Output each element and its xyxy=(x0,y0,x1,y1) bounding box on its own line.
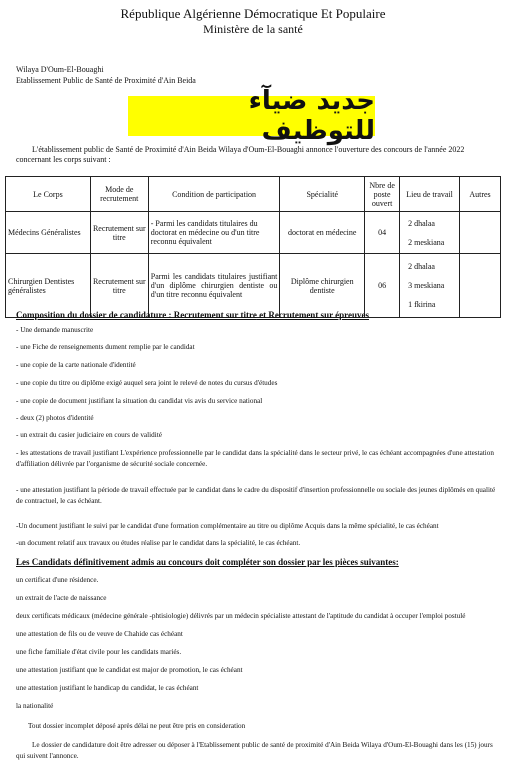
list-item: un extrait de l'acte de naissance xyxy=(16,594,107,602)
cell-postes: 04 xyxy=(365,212,400,254)
table-row xyxy=(6,254,501,318)
list-item: - une copie de la carte nationale d'identité xyxy=(16,361,136,369)
composition-title xyxy=(16,310,369,320)
etablissement-label: Etablissement Public de Santé de Proximité d'Ain Beida xyxy=(16,76,196,85)
cell-condition: - Parmi les candidats titulaires du doctorat en médecine ou d'un titre reconnu équivalent xyxy=(148,212,280,254)
list-item: - les attestations de travail justifiant L'expérience professionnelle par le candidat dans la spécialité dans le secteur privé, le cas échéant accompagnées d'une attestation d'affiliation délivrée par l'organisme de sécurité sociale concernée. xyxy=(16,449,494,468)
list-item: un certificat d'une résidence. xyxy=(16,576,99,584)
cell-mode: Recrutement sur titre xyxy=(90,212,148,254)
cell-corps: Médecins Généralistes xyxy=(6,212,91,254)
wilaya-label: Wilaya D'Oum-El-Bouaghi xyxy=(16,65,104,74)
list-item: une fiche familiale d'état civile pour les candidats mariés. xyxy=(16,648,182,656)
header-specialite: Spécialité xyxy=(280,177,365,212)
list-item: - une copie du titre ou diplôme exigé auquel sera joint le relevé de notes du cursus d'études xyxy=(16,379,278,387)
ministry-title: Ministère de la santé xyxy=(203,22,303,36)
list-item: deux certificats médicaux (médecine générale -phtisiologie) délivrés par un médecin spécialiste attestant de l'aptitude du candidat à occuper l'emploi postulé xyxy=(16,612,466,620)
header-mode: Mode de recrutement xyxy=(90,177,148,212)
list-item: - un extrait du casier judiciaire en cours de validité xyxy=(16,431,162,439)
cell-lieu xyxy=(400,212,460,254)
lieu-item: 2 dhalaa xyxy=(408,218,435,228)
list-item: la nationalité xyxy=(16,702,54,710)
table-header-row xyxy=(6,177,501,212)
header-postes: Nbre de poste ouvert xyxy=(365,177,400,212)
cell-corps: Chirurgien Dentistes généralistes xyxy=(6,254,91,318)
cell-mode: Recrutement sur titre xyxy=(90,254,148,318)
header-condition: Condition de participation xyxy=(148,177,280,212)
list-item: - deux (2) photos d'identité xyxy=(16,414,94,422)
list-item: - une copie de document justifiant la situation du candidat vis avis du service national xyxy=(16,397,263,405)
composition-title-part1: Composition du dossier de candidature : Recrutement sur titre xyxy=(16,310,257,320)
cell-autres xyxy=(460,254,501,318)
admis-title: Les Candidats définitivement admis au concours doit compléter son dossier par les pièces suivantes: xyxy=(16,557,399,567)
list-item: une attestation de fils ou de veuve de Chahide cas échéant xyxy=(16,630,183,638)
cell-autres xyxy=(460,212,501,254)
cell-specialite: Diplôme chirurgien dentiste xyxy=(280,254,365,318)
header-autres: Autres xyxy=(460,177,501,212)
incomplete-note: Tout dossier incomplet déposé après délai ne peut être pris en consideration xyxy=(28,722,246,730)
lieu-item: 1 fkirina xyxy=(408,300,436,309)
intro-paragraph: L'établissement public de Santé de Proximité d'Ain Beida Wilaya d'Oum-El-Bouaghi annonce l'ouverture des concours de l'année 2022 concernant les corps suivant : xyxy=(16,145,465,164)
list-item: une attestation justifiant que le candidat est major de promotion, le cas échéant xyxy=(16,666,243,674)
list-item: -un document relatif aux travaux ou études réalise par le candidat dans la spécialité, le cas échéant. xyxy=(16,539,301,547)
lieu-item: 2 dhalaa xyxy=(408,262,435,271)
composition-title-part2: et Recrutement sur épreuves xyxy=(256,310,369,320)
list-item: - une Fiche de renseignements dument remplie par le candidat xyxy=(16,343,195,351)
cell-condition: Parmi les candidats titulaires justifiant d'un diplôme chirurgien dentiste ou d'un titre reconnu équivalent xyxy=(148,254,280,318)
cell-specialite: doctorat en médecine xyxy=(280,212,365,254)
list-item: - Une demande manuscrite xyxy=(16,326,94,334)
deposit-note: Le dossier de candidature doit être adresser ou déposer à l'Etablissement public de santé de proximité d'Ain Beida Wilaya d'Oum-El-Bouaghi dans les (15) jours qui suivent l'annonce. xyxy=(16,741,493,760)
header-corps: Le Corps xyxy=(6,177,91,212)
lieu-item: 3 meskiana xyxy=(408,281,445,290)
list-item: -Un document justifiant le suivi par le candidat d'une formation complémentaire au titre ou diplôme Acquis dans la même spécialité, le cas échéant xyxy=(16,522,439,530)
cell-lieu xyxy=(400,254,460,318)
lieu-item: 2 meskiana xyxy=(408,237,445,247)
corps-table xyxy=(5,176,501,318)
republic-title: République Algérienne Démocratique Et Populaire xyxy=(120,6,386,21)
header-lieu: Lieu de travail xyxy=(400,177,460,212)
cell-postes: 06 xyxy=(365,254,400,318)
table-row xyxy=(6,212,501,254)
list-item: - une attestation justifiant la période de travail effectuée par le candidat dans le cadre du dispositif d'insertion professionnelle ou sociale des jeunes diplômés en qualité de contractuel, le cas échéant. xyxy=(16,486,496,505)
recruitment-banner: جديد ضيآء للتوظيف xyxy=(128,96,375,136)
list-item: une attestation justifiant le handicap du candidat, le cas échéant xyxy=(16,684,199,692)
